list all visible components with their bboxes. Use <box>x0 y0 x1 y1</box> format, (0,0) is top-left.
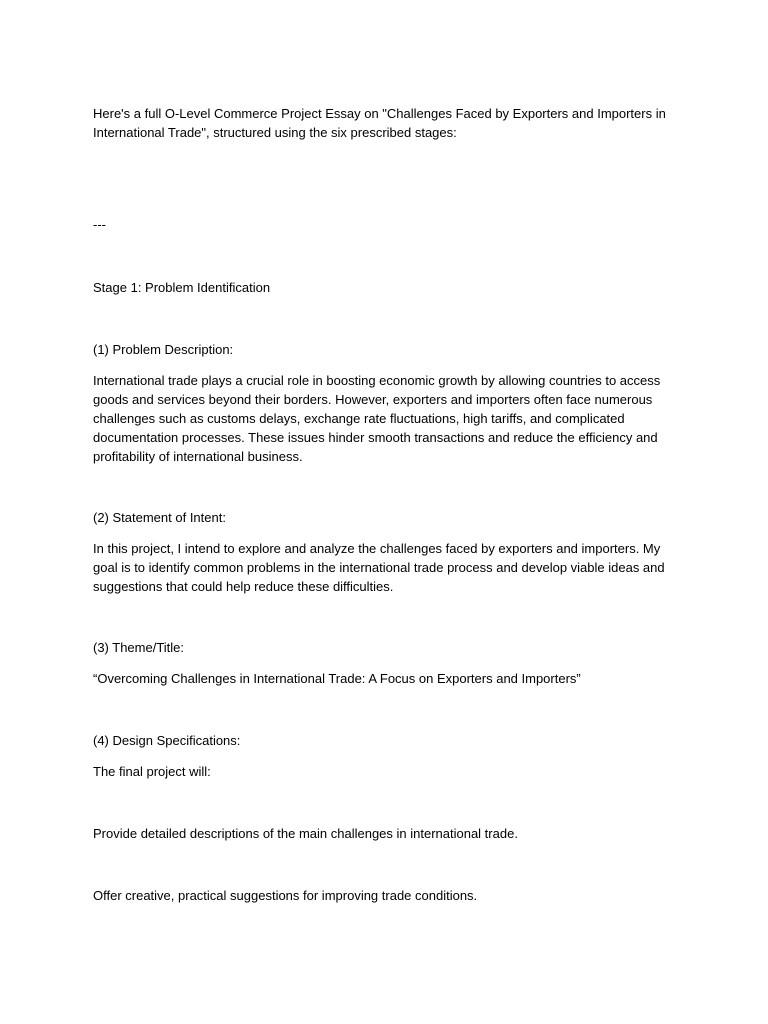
statement-of-intent-heading: (2) Statement of Intent: <box>93 510 226 525</box>
separator-line: --- <box>93 217 106 232</box>
stage-heading: Stage 1: Problem Identification <box>93 280 271 295</box>
statement-of-intent-body: In this project, I intend to explore and analyze the challenges faced by exporters and importers. My goal is to identify common problems in the international trade process and develop viable ideas and suggestions that could help reduce these difficulties. <box>93 541 665 594</box>
problem-description-heading: (1) Problem Description: <box>93 342 234 357</box>
design-specifications-heading: (4) Design Specifications: <box>93 733 241 748</box>
design-point-2: Offer creative, practical suggestions for improving trade conditions. <box>93 888 478 903</box>
intro-paragraph: Here's a full O-Level Commerce Project Essay on "Challenges Faced by Exporters and Importers in International Trade", structured using the six prescribed stages: <box>93 106 666 140</box>
design-point-1: Provide detailed descriptions of the main challenges in international trade. <box>93 826 518 841</box>
theme-title-text: “Overcoming Challenges in International Trade: A Focus on Exporters and Importers” <box>93 671 581 686</box>
problem-description-body: International trade plays a crucial role in boosting economic growth by allowing countries to access goods and services beyond their borders. However, exporters and importers often face numerous challenges such as customs delays, exchange rate fluctuations, high tariffs, and complicated documentation processes. These issues hinder smooth transactions and reduce the efficiency and profitability of international business. <box>93 373 661 464</box>
theme-heading: (3) Theme/Title: <box>93 640 185 655</box>
design-specifications-intro: The final project will: <box>93 764 211 779</box>
